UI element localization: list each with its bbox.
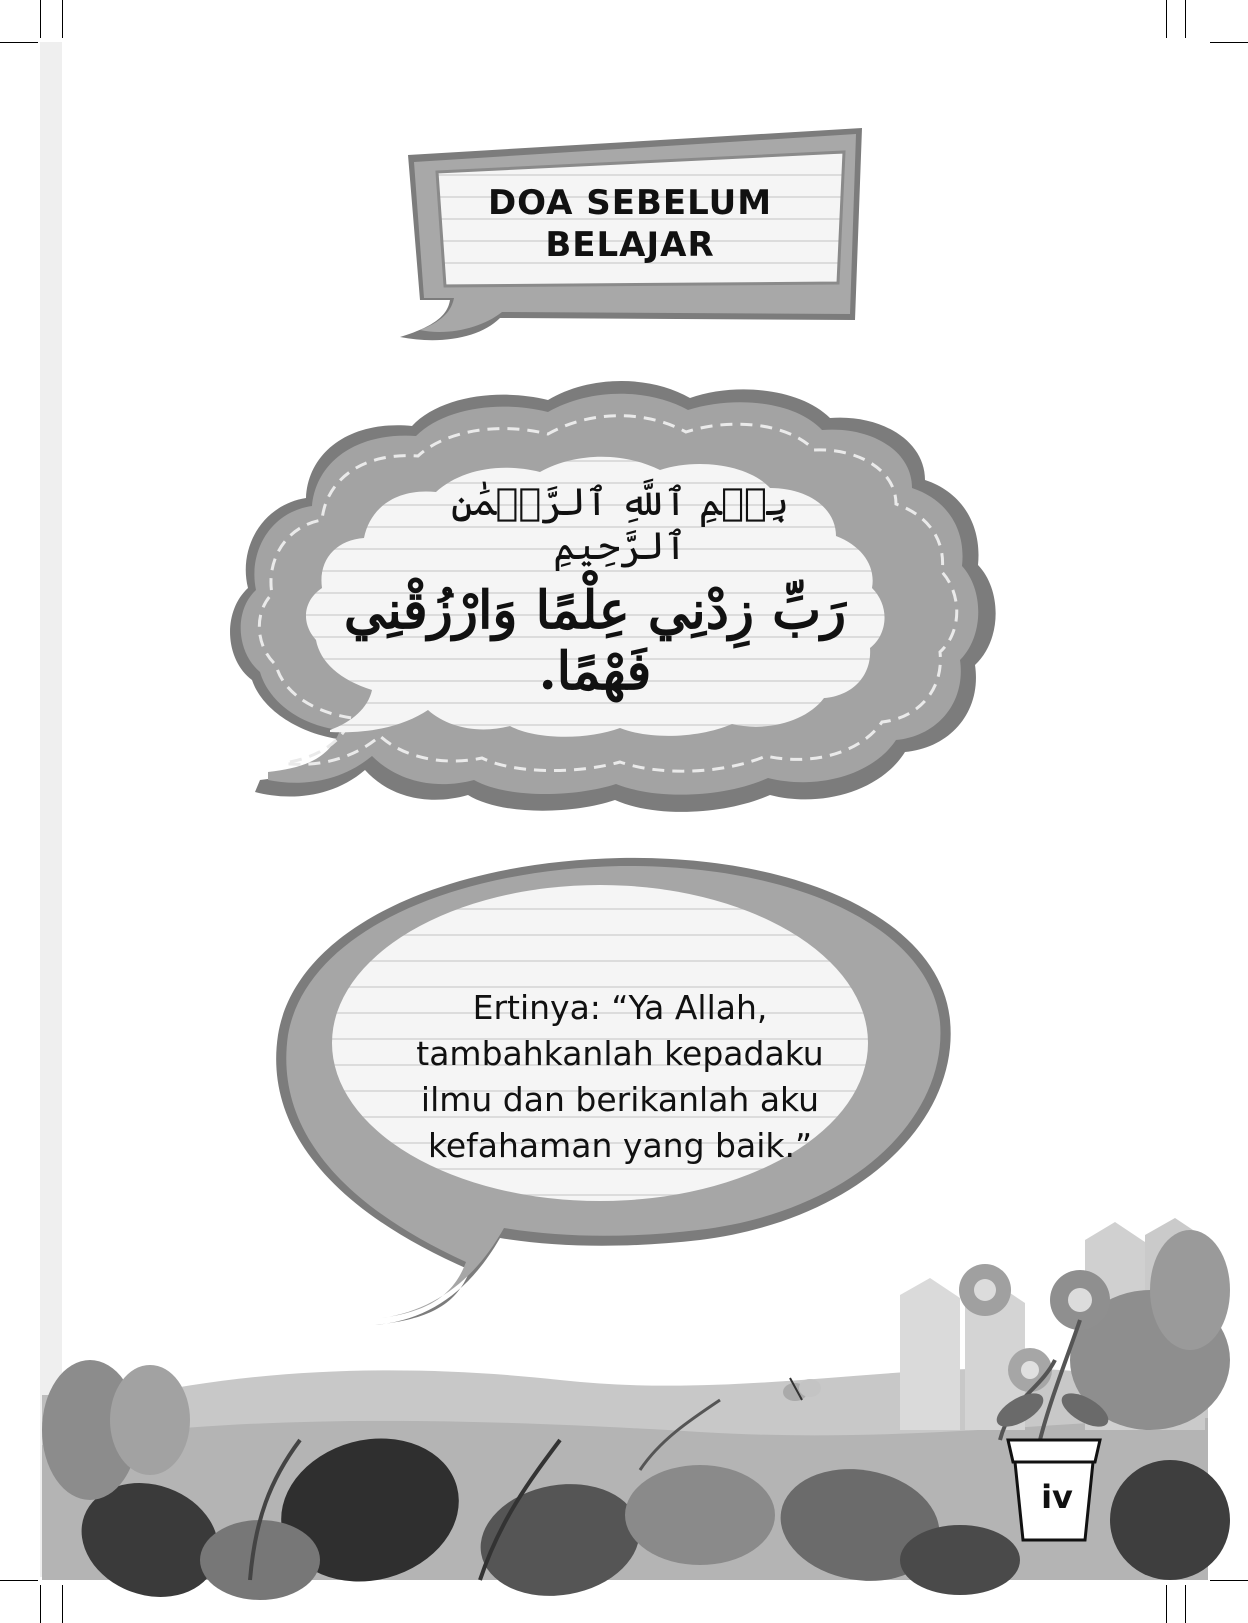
title-line-1: DOA SEBELUM <box>487 183 773 223</box>
prayer-meaning <box>385 985 855 1169</box>
page-title <box>430 182 830 266</box>
page-number: iv <box>1041 1478 1073 1516</box>
meaning-line-2: tambahkanlah kepadaku <box>416 1034 824 1073</box>
prayer-arabic-text: رَبِّ زِدْنِي عِلْمًا وَارْزُقْنِي فَهْمًا. <box>343 580 847 702</box>
basmala-text: بِسۡمِ ٱللَّهِ ٱلرَّحۡمَٰنِ ٱلرَّحِيمِ <box>450 480 790 568</box>
meaning-line-4: kefahaman yang baik.” <box>427 1126 813 1165</box>
meaning-line-3: ilmu dan berikanlah aku <box>420 1080 820 1119</box>
meaning-line-1: Ertinya: “Ya Allah, <box>472 988 768 1027</box>
garden-scenery <box>42 1218 1230 1616</box>
title-line-2: BELAJAR <box>545 225 715 265</box>
